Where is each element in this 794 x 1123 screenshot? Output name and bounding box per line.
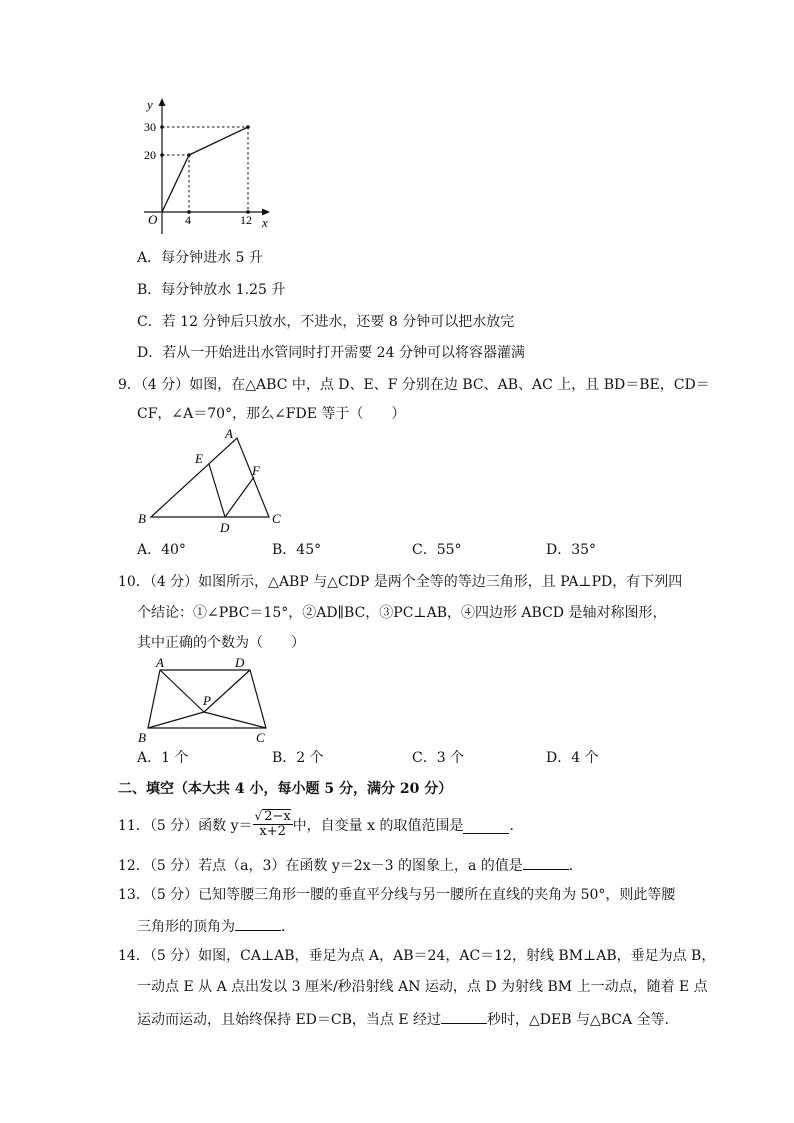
q10-line1: 10．（4 分）如图所示，△ABP 与△CDP 是两个全等的等边三角形，且 PA⊥PD，有下列四 <box>118 574 683 590</box>
q14-answer-blank[interactable] <box>441 1009 487 1024</box>
q10-option-a: A．1 个 <box>137 750 189 766</box>
q9-option-c: C．55° <box>412 542 462 558</box>
q9-label-a: A <box>225 426 233 441</box>
q9-line1: 9．（4 分）如图，在△ABC 中，点 D、E、F 分别在边 BC、AB、AC 上，且 BD＝BE，CD＝ <box>118 377 710 393</box>
q12-end: ． <box>568 858 583 874</box>
q9-label-f: F <box>252 463 260 478</box>
q13-end: ． <box>281 919 295 935</box>
q14-line3 <box>137 1009 679 1029</box>
q10-label-p: P <box>203 693 211 708</box>
q9-label-d: D <box>220 520 230 535</box>
q11-line <box>118 808 523 844</box>
q10-line2: 个结论：①∠PBC＝15°，②AD∥BC，③PC⊥AB，④四边形 ABCD 是轴对称图形， <box>137 605 667 621</box>
q11-answer-blank[interactable] <box>463 819 509 834</box>
q8-option-b: B．每分钟放水 1.25 升 <box>137 282 286 298</box>
q14-line3-b: 秒时，△DEB 与△BCA 全等． <box>487 1012 679 1028</box>
y-axis-label: y <box>147 97 153 112</box>
q14-line1: 14．（5 分）如图，CA⊥AB，垂足为点 A，AB＝24，AC＝12，射线 BM⊥AB，垂足为点 B， <box>118 948 716 964</box>
q11-numerator: 2−x <box>264 809 291 824</box>
q10-option-b: B．2 个 <box>272 750 324 766</box>
q10-option-d: D．4 个 <box>546 750 599 766</box>
q14-line2: 一动点 E 从 A 点出发以 3 厘米/秒沿射线 AN 运动，点 D 为射线 BM 上一动点，随着 E 点 <box>137 979 708 995</box>
origin-label: O <box>148 212 158 227</box>
q9-label-c: C <box>272 511 281 526</box>
q10-option-c: C．3 个 <box>412 750 465 766</box>
q9-option-b: B．45° <box>272 542 322 558</box>
section-2-title: 二、填空（本大共 4 小，每小题 5 分，满分 20 分） <box>118 781 453 797</box>
x-tick-12: 12 <box>240 213 252 227</box>
q11-suffix: 中，自变量 x 的取值范围是 <box>292 818 464 834</box>
q13-line2 <box>137 916 295 936</box>
q8-option-a: A．每分钟进水 5 升 <box>137 250 263 266</box>
q11-end: ． <box>509 818 524 834</box>
q8-option-d: D．若从一开始进出水管同时打开需要 24 分钟可以将容器灌满 <box>137 345 525 361</box>
q8-option-c: C．若 12 分钟后只放水，不进水，还要 8 分钟可以把水放完 <box>137 314 515 330</box>
y-tick-30: 30 <box>144 120 156 134</box>
q9-label-b: B <box>138 511 146 526</box>
q9-option-d: D．35° <box>546 542 597 558</box>
q9-figure <box>133 425 293 537</box>
q11-prefix: 11．（5 分）函数 y＝ <box>118 818 253 834</box>
q10-label-b: B <box>138 730 146 745</box>
q14-line3-a: 运动而运动，且始终保持 ED＝CB，当点 E 经过 <box>137 1012 442 1028</box>
q13-line1: 13．（5 分）已知等腰三角形一腰的垂直平分线与另一腰所在直线的夹角为 50°，则此等腰 <box>118 887 676 903</box>
q9-label-e: E <box>195 451 203 466</box>
q13-line2-text: 三角形的顶角为 <box>137 919 235 935</box>
q12-line <box>118 855 583 875</box>
x-axis-label: x <box>262 215 268 230</box>
q10-label-d: D <box>235 655 245 670</box>
q11-fraction: $\frac{√ 2-x}{x+2}$ <box>254 809 291 839</box>
q10-label-c: C <box>256 730 265 745</box>
q10-figure <box>134 654 284 746</box>
q9-option-a: A．40° <box>137 542 186 558</box>
y-tick-20: 20 <box>144 148 156 162</box>
q8-graph <box>130 92 280 237</box>
q13-answer-blank[interactable] <box>235 916 281 931</box>
q10-line3: 其中正确的个数为（ ） <box>137 635 305 651</box>
x-tick-4: 4 <box>185 213 191 227</box>
q12-answer-blank[interactable] <box>523 855 569 870</box>
q12-text: 12．（5 分）若点（a，3）在函数 y＝2x－3 的图象上，a 的值是 <box>118 858 523 874</box>
q11-denominator: x+2 <box>259 824 286 839</box>
q9-line2: CF，∠A＝70°，那么∠FDE 等于（ ） <box>137 406 406 422</box>
q10-label-a: A <box>156 655 164 670</box>
